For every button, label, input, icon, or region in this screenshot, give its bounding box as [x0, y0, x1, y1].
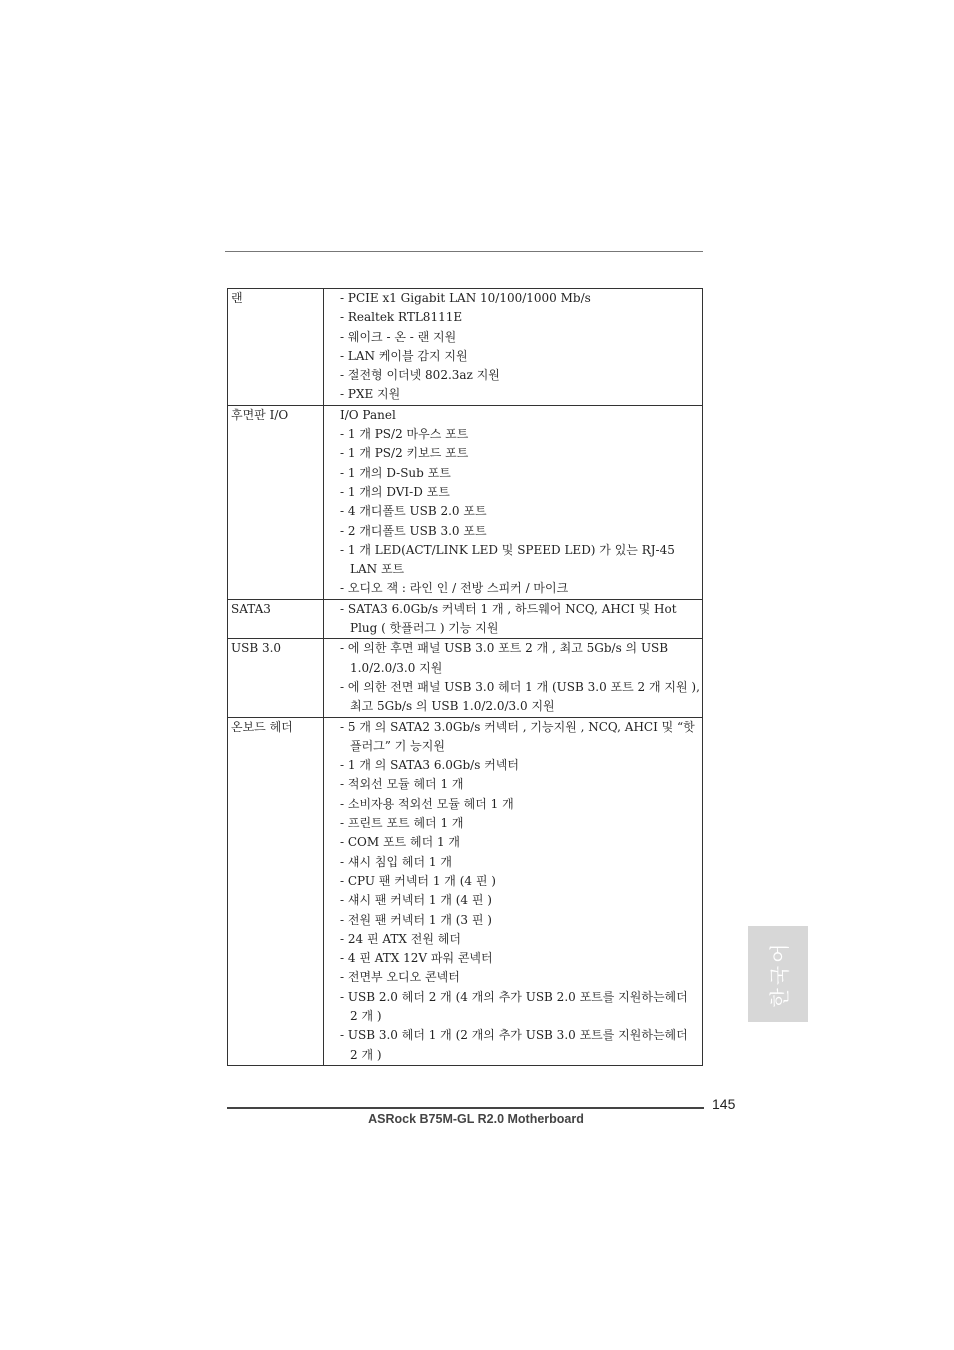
spec-line: - 1 개의 DVI-D 포트	[340, 484, 450, 499]
spec-line: 1.0/2.0/3.0 지원	[350, 660, 443, 675]
spec-line: - 4 핀 ATX 12V 파워 콘넥터	[340, 951, 493, 966]
top-divider	[225, 251, 703, 252]
spec-line: - SATA3 6.0Gb/s 커넥터 1 개 , 하드웨어 NCQ, AHCI 및 Hot	[340, 601, 677, 616]
spec-line: - 섀시 침입 헤더 1 개	[340, 854, 452, 869]
spec-row	[228, 599, 702, 639]
footer-divider	[227, 1107, 704, 1109]
spec-line: - 2 개디폴트 USB 3.0 포트	[340, 523, 487, 538]
footer-product-name: ASRock B75M-GL R2.0 Motherboard	[368, 1112, 584, 1126]
spec-line: - 1 개 PS/2 마우스 포트	[340, 427, 469, 442]
language-tab-label: 한국어	[767, 940, 792, 1008]
spec-label: 온보드 헤더	[228, 718, 324, 1065]
spec-line: 2 개 )	[350, 1047, 382, 1062]
spec-line: - PCIE x1 Gigabit LAN 10/100/1000 Mb/s	[340, 291, 591, 305]
spec-label: 후면판 I/O	[228, 406, 324, 599]
language-tab	[748, 926, 808, 1022]
spec-label: USB 3.0	[228, 639, 324, 716]
spec-row	[228, 638, 702, 716]
spec-value	[324, 600, 702, 639]
spec-line: 플러그” 기 능지원	[350, 738, 445, 753]
spec-line: LAN 포트	[350, 562, 405, 577]
spec-value	[324, 289, 702, 405]
spec-line: - 오디오 잭 : 라인 인 / 전방 스피커 / 마이크	[340, 581, 569, 596]
spec-line: Plug ( 핫플러그 ) 기능 지원	[350, 621, 499, 636]
spec-line: - 1 개의 D-Sub 포트	[340, 465, 451, 480]
spec-value	[324, 718, 702, 1065]
spec-value	[324, 406, 702, 599]
spec-line: - 에 의한 전면 패널 USB 3.0 헤더 1 개 (USB 3.0 포트 2 개 지원 ),	[340, 679, 700, 694]
spec-line: 2 개 )	[350, 1008, 382, 1023]
spec-row	[228, 405, 702, 599]
spec-row	[228, 289, 702, 405]
spec-label: 랜	[228, 289, 324, 405]
spec-line: - USB 2.0 헤더 2 개 (4 개의 추가 USB 2.0 포트를 지원하는헤더	[340, 989, 688, 1004]
spec-value	[324, 639, 702, 716]
spec-line: - PXE 지원	[340, 387, 401, 402]
spec-label: SATA3	[228, 600, 324, 639]
spec-line: - 소비자용 적외선 모듈 헤더 1 개	[340, 796, 514, 811]
spec-line: - 전면부 오디오 콘넥터	[340, 970, 460, 985]
spec-line: - 1 개 의 SATA3 6.0Gb/s 커넥터	[340, 758, 519, 773]
spec-line: - COM 포트 헤더 1 개	[340, 835, 461, 850]
spec-line: - LAN 케이블 감지 지원	[340, 348, 468, 363]
spec-line: - 적외선 모듈 헤더 1 개	[340, 777, 464, 792]
spec-row	[228, 717, 702, 1065]
spec-line: - 전원 팬 커넥터 1 개 (3 핀 )	[340, 912, 492, 927]
spec-line: - 섀시 팬 커넥터 1 개 (4 핀 )	[340, 893, 492, 908]
spec-line: - 5 개 의 SATA2 3.0Gb/s 커넥터 , 기능지원 , NCQ, AHCI 및 “핫	[340, 719, 695, 734]
spec-table	[227, 288, 703, 1066]
spec-line: - 웨이크 - 온 - 랜 지원	[340, 329, 457, 344]
spec-line: - 4 개디폴트 USB 2.0 포트	[340, 504, 487, 519]
spec-line: - 절전형 이더넷 802.3az 지원	[340, 368, 500, 383]
spec-line: - CPU 팬 커넥터 1 개 (4 핀 )	[340, 873, 496, 888]
page-number: 145	[712, 1096, 736, 1112]
spec-line: - 24 핀 ATX 전원 헤더	[340, 931, 461, 946]
spec-line: - 1 개 PS/2 키보드 포트	[340, 446, 469, 461]
spec-line: I/O Panel	[340, 407, 396, 422]
spec-line: - Realtek RTL8111E	[340, 310, 463, 325]
spec-line: - 1 개 LED(ACT/LINK LED 및 SPEED LED) 가 있는 RJ-45	[340, 542, 675, 557]
spec-line: 최고 5Gb/s 의 USB 1.0/2.0/3.0 지원	[350, 699, 555, 714]
spec-line: - 에 의한 후면 패널 USB 3.0 포트 2 개 , 최고 5Gb/s 의 USB	[340, 641, 669, 656]
spec-line: - USB 3.0 헤더 1 개 (2 개의 추가 USB 3.0 포트를 지원하는헤더	[340, 1028, 688, 1043]
spec-line: - 프린트 포트 헤더 1 개	[340, 816, 464, 831]
